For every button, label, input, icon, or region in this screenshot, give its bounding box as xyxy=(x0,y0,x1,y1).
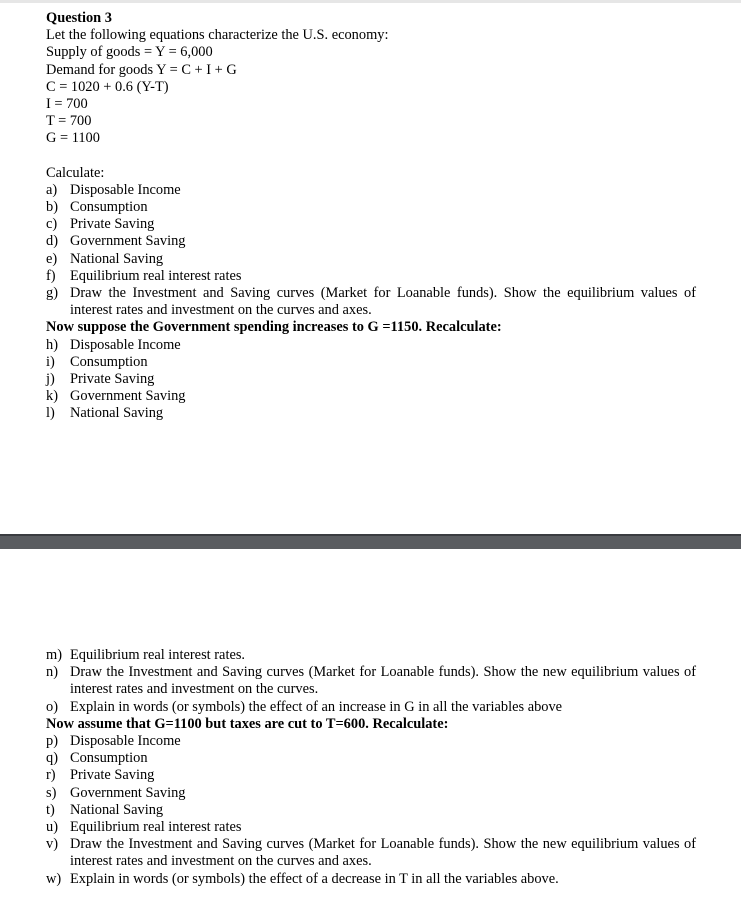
list-item xyxy=(46,285,696,319)
document-page-1 xyxy=(46,10,696,423)
calculate-label: Calculate: xyxy=(46,164,105,181)
equations-list xyxy=(46,44,696,147)
list-item xyxy=(46,733,696,750)
item-text: Government Saving xyxy=(70,388,186,405)
item-text: National Saving xyxy=(70,405,164,422)
scenario-heading: Now assume that G=1100 but taxes are cut to T=600. Recalculate: xyxy=(46,715,449,732)
item-text: Private Saving xyxy=(70,371,155,388)
question-title: Question 3 xyxy=(46,10,112,26)
item-text: National Saving xyxy=(70,801,164,818)
item-label: u) xyxy=(46,819,58,836)
list-item xyxy=(46,785,696,802)
list-item xyxy=(46,405,696,422)
item-label: p) xyxy=(46,733,58,750)
item-text: Draw the Investment and Saving curves (Market for Loanable funds). Show the new equilibrium values of interest rates and investment on the curves. xyxy=(70,664,696,698)
item-label: j) xyxy=(46,371,55,388)
list-item xyxy=(46,337,696,354)
list-item xyxy=(46,871,696,888)
list-item xyxy=(46,388,696,405)
list-item xyxy=(46,251,696,268)
item-text: Disposable Income xyxy=(70,181,181,198)
item-label: d) xyxy=(46,233,58,250)
list-item xyxy=(46,750,696,767)
item-label: v) xyxy=(46,836,58,853)
item-text: Private Saving xyxy=(70,216,155,233)
question-list-3 xyxy=(46,647,696,716)
list-item xyxy=(46,233,696,250)
list-item xyxy=(46,836,696,870)
item-text: Equilibrium real interest rates. xyxy=(70,647,246,663)
intro-text: Let the following equations characterize the U.S. economy: xyxy=(46,27,389,44)
question-list-4 xyxy=(46,733,696,888)
list-item xyxy=(46,216,696,233)
item-text: Equilibrium real interest rates xyxy=(70,819,242,836)
item-label: q) xyxy=(46,750,58,767)
item-label: e) xyxy=(46,250,58,267)
item-label: f) xyxy=(46,267,56,284)
blank-line xyxy=(46,148,696,165)
equation-line: I = 700 xyxy=(46,96,88,113)
list-item xyxy=(46,819,696,836)
item-text: Explain in words (or symbols) the effect of an increase in G in all the variables above xyxy=(70,698,563,715)
list-item xyxy=(46,767,696,784)
item-text: Disposable Income xyxy=(70,733,181,750)
item-label: s) xyxy=(46,784,57,801)
list-item xyxy=(46,699,696,716)
item-text: National Saving xyxy=(70,250,164,267)
equation-line: Demand for goods Y = C + I + G xyxy=(46,61,237,78)
list-item xyxy=(46,199,696,216)
item-text: Consumption xyxy=(70,750,148,767)
item-label: l) xyxy=(46,405,55,422)
item-label: t) xyxy=(46,801,55,818)
item-text: Explain in words (or symbols) the effect of a decrease in T in all the variables above. xyxy=(70,870,559,887)
item-label: r) xyxy=(46,767,56,784)
item-label: h) xyxy=(46,336,58,353)
item-text: Equilibrium real interest rates xyxy=(70,267,242,284)
question-list-1 xyxy=(46,182,696,320)
list-item xyxy=(46,354,696,371)
equation-line: T = 700 xyxy=(46,113,92,130)
item-label: n) xyxy=(46,664,58,681)
equation-line: G = 1100 xyxy=(46,130,100,147)
item-text: Disposable Income xyxy=(70,336,181,353)
item-text: Consumption xyxy=(70,353,148,370)
equation-line: C = 1020 + 0.6 (Y-T) xyxy=(46,78,169,95)
item-label: g) xyxy=(46,285,58,302)
equation-line: Supply of goods = Y = 6,000 xyxy=(46,44,213,61)
scenario-heading: Now suppose the Government spending increases to G =1150. Recalculate: xyxy=(46,319,502,336)
item-label: o) xyxy=(46,698,58,715)
item-text: Consumption xyxy=(70,199,148,216)
item-label: k) xyxy=(46,388,58,405)
item-label: m) xyxy=(46,647,62,663)
item-label: c) xyxy=(46,216,58,233)
question-list-2 xyxy=(46,337,696,423)
list-item xyxy=(46,268,696,285)
list-item xyxy=(46,182,696,199)
item-label: b) xyxy=(46,199,58,216)
page-separator xyxy=(0,534,741,549)
item-text: Government Saving xyxy=(70,784,186,801)
list-item xyxy=(46,664,696,698)
item-label: i) xyxy=(46,353,55,370)
list-item xyxy=(46,647,696,664)
document-page-2 xyxy=(46,647,696,888)
item-text: Private Saving xyxy=(70,767,155,784)
item-text: Draw the Investment and Saving curves (Market for Loanable funds). Show the equilibrium values of interest rates and investment on the curves and axes. xyxy=(70,285,696,319)
item-text: Government Saving xyxy=(70,233,186,250)
item-label: a) xyxy=(46,181,58,198)
list-item xyxy=(46,371,696,388)
viewer-top-edge xyxy=(0,0,741,3)
list-item xyxy=(46,802,696,819)
item-text: Draw the Investment and Saving curves (Market for Loanable funds). Show the new equilibrium values of interest rates and investment on the curves and axes. xyxy=(70,836,696,870)
item-label: w) xyxy=(46,870,62,887)
